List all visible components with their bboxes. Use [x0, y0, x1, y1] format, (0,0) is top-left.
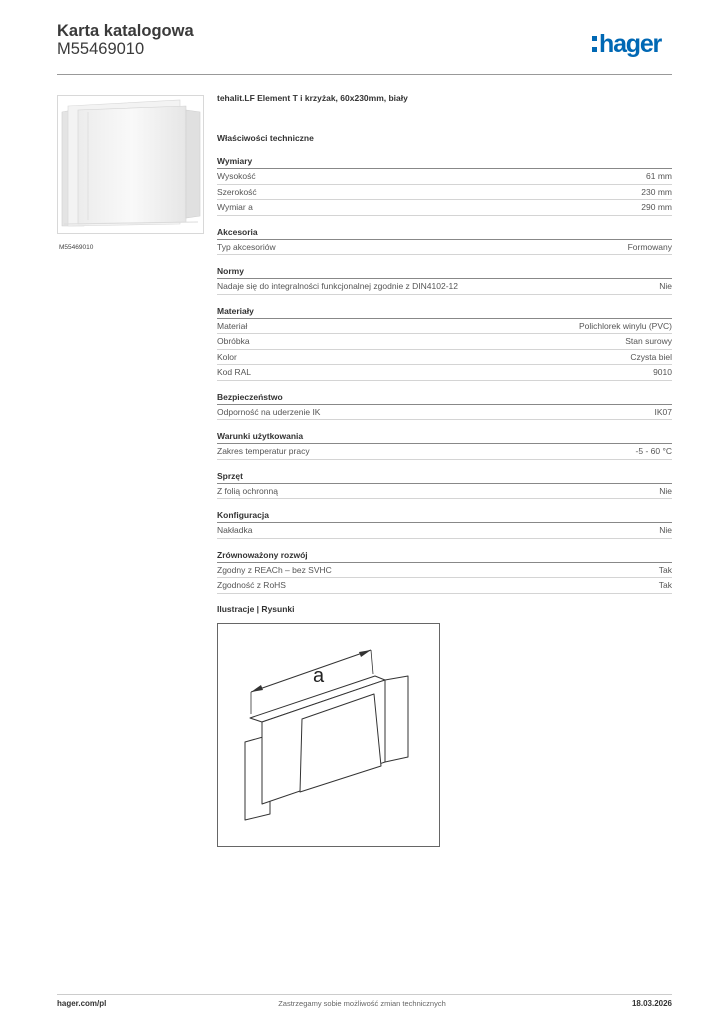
product-details [217, 93, 672, 605]
drawing-right-end-cap [385, 676, 408, 762]
document-title: Karta katalogowa [57, 22, 194, 40]
spec-label: Kolor [217, 351, 237, 362]
drawing-arrow-right-icon [359, 650, 371, 657]
spec-value: Tak [658, 580, 672, 590]
technical-drawing-svg [218, 624, 439, 846]
spec-row [217, 563, 672, 579]
spec-label: Wymiar a [217, 202, 253, 212]
footer-disclaimer: Zastrzegamy sobie możliwość zmian technicznych [278, 999, 446, 1008]
illustrations-heading: Ilustracje | Rysunki [217, 604, 295, 614]
drawing-arrow-left-icon [251, 685, 263, 692]
spec-row [217, 578, 672, 594]
spec-section-title: Akcesoria [217, 227, 672, 240]
spec-label: Zakres temperatur pracy [217, 446, 310, 456]
spec-row [217, 185, 672, 201]
spec-section [217, 306, 672, 381]
spec-section-title: Bezpieczeństwo [217, 392, 672, 405]
spec-row [217, 200, 672, 216]
footer-website-link[interactable]: hager.com/pl [57, 999, 107, 1008]
spec-section-title: Normy [217, 266, 672, 279]
spec-row [217, 523, 672, 539]
spec-section-title: Warunki użytkowania [217, 431, 672, 444]
spec-value: -5 - 60 °C [635, 446, 672, 456]
photo-caption: M55469010 [59, 244, 94, 251]
spec-label: Zgodny z REACh – bez SVHC [217, 564, 332, 575]
spec-section [217, 266, 672, 295]
spec-sections [217, 156, 672, 594]
spec-value: Nie [659, 485, 672, 496]
spec-value: Formowany [627, 241, 672, 252]
spec-section-title: Materiały [217, 306, 672, 319]
spec-value: 230 mm [641, 186, 672, 197]
hager-logo[interactable] [592, 30, 661, 58]
spec-label: Typ akcesoriów [217, 241, 276, 252]
footer-divider [57, 994, 672, 995]
spec-row [217, 240, 672, 256]
spec-label: Kod RAL [217, 367, 252, 377]
spec-value: 61 mm [646, 171, 672, 181]
spec-section-title: Konfiguracja [217, 510, 672, 523]
spec-value: Nie [659, 281, 672, 291]
spec-section [217, 392, 672, 421]
spec-row [217, 365, 672, 381]
spec-value: Stan surowy [625, 336, 672, 346]
spec-value: Polichlorek winylu (PVC) [578, 320, 672, 331]
spec-value: Tak [658, 564, 672, 575]
spec-section-title: Wymiary [217, 156, 672, 169]
spec-value: IK07 [654, 406, 672, 417]
spec-label: Nakładka [217, 525, 253, 535]
spec-section [217, 156, 672, 216]
logo-text: hager [599, 30, 662, 58]
spec-section [217, 510, 672, 539]
technical-properties-heading: Właściwości techniczne [217, 133, 314, 143]
spec-label: Wysokość [217, 171, 256, 181]
product-name: tehalit.LF Element T i krzyżak, 60x230mm, biały [217, 93, 408, 103]
spec-row [217, 350, 672, 366]
spec-section [217, 471, 672, 500]
spec-label: Szerokość [217, 186, 257, 197]
spec-section-title: Sprzęt [217, 471, 672, 484]
spec-row [217, 279, 672, 295]
spec-value: 290 mm [641, 202, 672, 212]
spec-section-title: Zrównoważony rozwój [217, 550, 672, 563]
spec-label: Odporność na uderzenie IK [217, 406, 321, 417]
technical-drawing [217, 623, 440, 847]
spec-row [217, 484, 672, 500]
logo-colon-icon [592, 36, 597, 52]
header-divider [57, 74, 672, 75]
spec-label: Z folią ochronną [217, 485, 278, 496]
spec-section [217, 431, 672, 460]
spec-section [217, 550, 672, 594]
spec-section [217, 227, 672, 256]
spec-row [217, 169, 672, 185]
spec-row [217, 405, 672, 421]
drawing-dimension-label: a [313, 665, 325, 687]
product-code: M55469010 [57, 40, 145, 58]
spec-value: Nie [659, 525, 672, 535]
spec-label: Nadaje się do integralności funkcjonalnej zgodnie z DIN4102-12 [217, 281, 458, 291]
spec-row [217, 334, 672, 350]
spec-label: Materiał [217, 320, 248, 331]
spec-value: Czysta biel [630, 351, 672, 362]
spec-row [217, 444, 672, 460]
spec-label: Zgodność z RoHS [217, 580, 286, 590]
footer-date: 18.03.2026 [631, 999, 672, 1008]
product-photo-image [58, 96, 203, 233]
spec-label: Obróbka [217, 336, 250, 346]
spec-row [217, 319, 672, 335]
spec-value: 9010 [653, 367, 672, 377]
product-photo [57, 95, 204, 234]
